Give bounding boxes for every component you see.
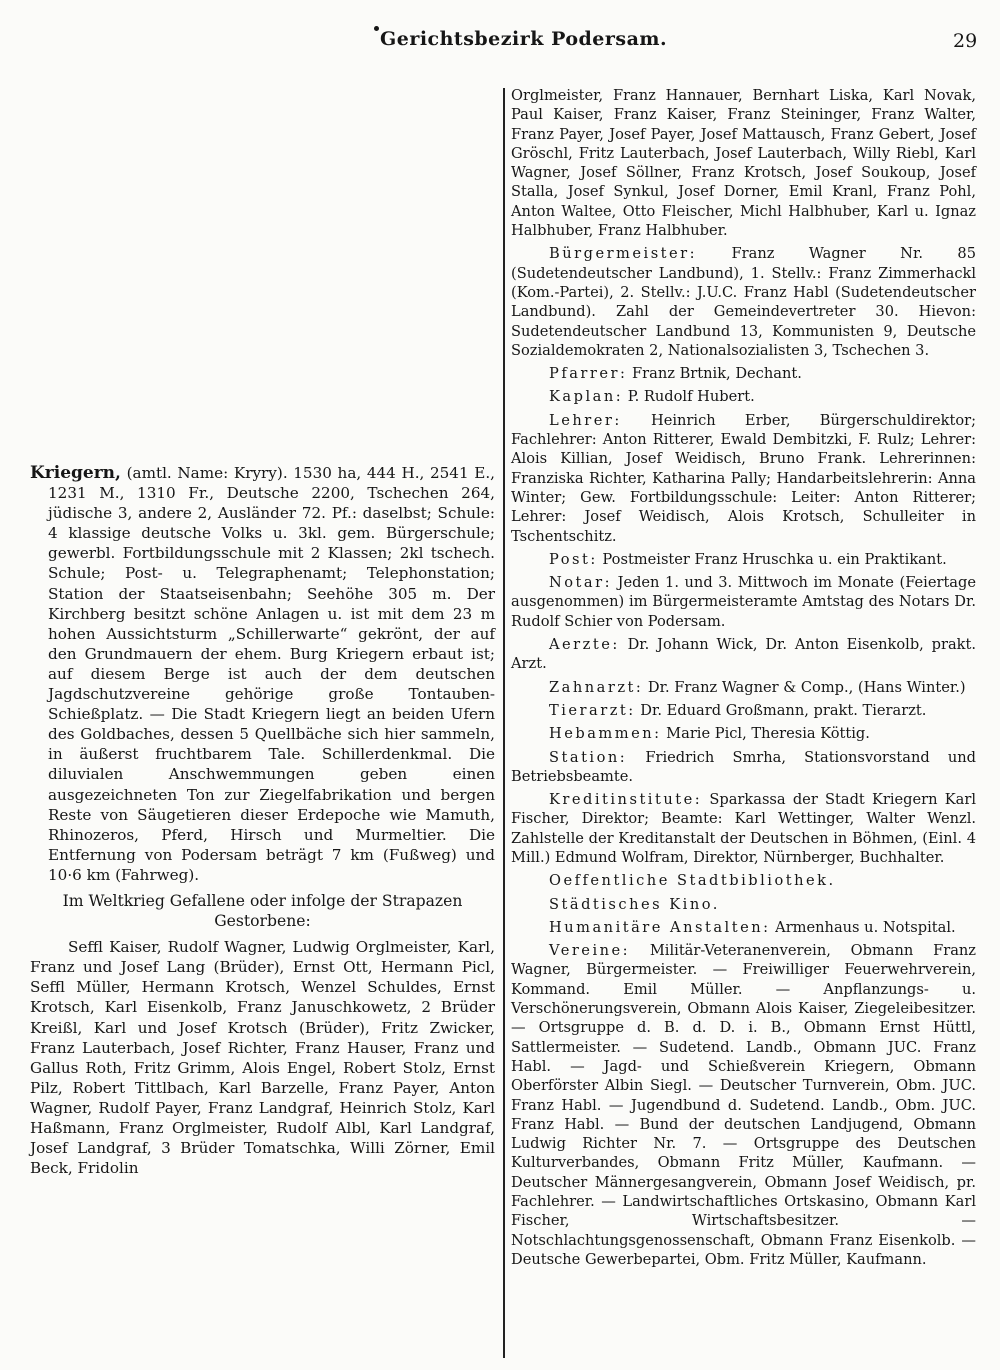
directory-entry [511,411,976,546]
continued-names: Orglmeister, Franz Hannauer, Bernhart Liska, Karl Novak, Paul Kaiser, Franz Kaiser, Franz Steininger, Franz Walter, Franz Payer, Josef Payer, Josef Mattausch, Franz Gebert, Josef Gröschl, Fritz Lauterbach, Josef Lauterbach, Willy Riebl, Karl Wagner, Josef Söllner, Franz Krotsch, Josef Soukoup, Josef Stalla, Josef Synkul, Josef Dorner, Emil Kranl, Franz Pohl, Anton Waltee, Otto Fleischer, Michl Halbhuber, Karl u. Ignaz Halbhuber, Franz Halbhuber. [511,87,976,240]
directory-entry [511,790,976,867]
directory-entry [511,387,976,406]
entry-value: Dr. Eduard Großmann, prakt. Tierarzt. [635,701,927,719]
entry-label: Tierarzt: [549,701,636,719]
entry-value: P. Rudolf Hubert. [623,388,755,406]
directory-entry [511,918,976,937]
entry-label: Hebammen: [549,725,662,743]
entry-label: Post: [549,550,598,568]
directory-entry [511,871,976,890]
directory-entry [511,941,976,1269]
entry-value: Marie Picl, Theresia Köttig. [661,725,870,743]
page-number: 29 [953,30,978,52]
directory-entry [511,895,976,914]
column-divider [503,88,505,1358]
directory-entry [511,573,976,631]
entry-label: Oeffentliche Stadtbibliothek. [549,872,836,890]
entry-label: Zahnarzt: [549,678,644,696]
entry-label: Städtisches Kino. [549,895,720,913]
entry-value: Heinrich Erber, Bürgerschuldirektor; Fachlehrer: Anton Ritterer, Ewald Dembitzki, F. Rulz; Lehrer: Alois Killian, Josef Weidisch, Bruno Frank. Lehrerinnen: Franziska Richter, Katharina Pally; Handarbeitslehrerin: Anna Winter; Gew. Fortbildungsschule: Leiter: Anton Ritterer; Lehrer: Josef Weidisch, Alois Krotsch, Schulleiter in Tschentschitz. [511,411,976,545]
entry-label: Humanitäre Anstalten: [549,918,771,936]
directory-entries [511,244,976,1269]
directory-entry [511,678,976,697]
entry-label: Lehrer: [549,411,622,429]
entry-label: Notar: [549,574,613,592]
directory-entry [511,550,976,569]
directory-entry [511,364,976,383]
directory-entry [511,244,976,360]
entry-name: Kriegern, [30,463,121,483]
entry-value: Militär-Veteranenverein, Obmann Franz Wagner, Bürgermeister. — Freiwilliger Feuerwehrverein, Kommand. Emil Müller. — Anpflanzungs- u. Verschönerungsverein, Obmann Alois Kaiser, Ziegeleibesitzer. — Ortsgruppe d. B. d. D. i. B., Obmann Ernst Hüttl, Sattlermeister. — Sudetend. Landb., Obmann JUC. Franz Habl. — Jagd- und Schießverein Kriegern, Obmann Oberförster Albin Siegl. — Deutscher Turnverein, Obm. JUC. Franz Habl. — Jugendbund d. Sudetend. Landb., Obm. JUC. Franz Habl. — Bund der deutschen Landjugend, Obmann Ludwig Richter Nr. 7. — Ortsgruppe des Deutschen Kulturverbandes, Obmann Fritz Müller, Kaufmann. — Deutscher Männergesangverein, Obmann Josef Weidisch, pr. Fachlehrer. — Landwirtschaftliches Ortskasino, Obmann Karl Fischer, Wirtschaftsbesitzer. — Notschlachtungsgenossenschaft, Obmann Franz Eisenkolb. — Deutsche Gewerbepartei, Obm. Fritz Müller, Kaufmann. [511,942,976,1268]
entry-label: Station: [549,748,628,766]
entry-label: Kaplan: [549,388,624,406]
directory-entry [511,701,976,720]
entry-value: Franz Brtnik, Dechant. [627,365,802,383]
entry-text: (amtl. Name: Kryry). 1530 ha, 444 H., 2541 E., 1231 M., 1310 Fr., Deutsche 2200, Tschechen 264, jüdische 3, andere 2, Ausländer 72. Pf.: daselbst; Schule: 4 klassige deutsche Volks u. 3kl. gem. Bürgerschule; gewerbl. Fortbildungsschule mit 2 Klassen; 2kl tschech. Schule; Post- u. Telegraphenamt; Telephonstation; Station der Staatseisenbahn; Seehöhe 305 m. Der Kirchberg besitzt schöne Anlagen u. ist mit dem 23 m hohen Aussichtsturm „Schillerwarte“ gekrönt, der auf den Grundmauern der ehem. Burg Kriegern erbaut ist; auf diesem Berge ist auch der dem deutschen Jagdschutzvereine gehörige große Tontauben-Schießplatz. — Die Stadt Kriegern liegt an beiden Ufern des Goldbaches, dessen 5 Quellbäche sich hier sammeln, in äußerst fruchtbarem Tale. Schillerdenkmal. Die diluvialen Anschwemmungen geben einen ausgezeichneten Ton zur Ziegelfabrikation und bergen Reste von Säugetieren dieser Erdepoche wie Mamuth, Rhinozeros, Pferd, Hirsch und Murmeltier. Die Entfernung von Podersam beträgt 7 km (Fußweg) und 10·6 km (Fahrweg). [48,464,495,884]
bullet-mark [374,26,379,31]
entry-value: Friedrich Smrha, Stationsvorstand und Betriebsbeamte. [511,748,976,785]
directory-entry [511,748,976,787]
entry-value: Dr. Franz Wagner & Comp., (Hans Winter.) [643,678,966,696]
running-header: Gerichtsbezirk Podersam. [380,28,668,50]
fallen-names: Seffl Kaiser, Rudolf Wagner, Ludwig Orglmeister, Karl, Franz und Josef Lang (Brüder), Ernst Ott, Hermann Picl, Seffl Müller, Hermann Krotsch, Wenzel Schuldes, Ernst Krotsch, Karl Eisenkolb, Franz Januschkowetz, 2 Brüder Kreißl, Karl und Josef Krotsch (Brüder), Fritz Zwicker, Franz Lauterbach, Josef Richter, Franz Hauser, Franz und Gallus Roth, Fritz Grimm, Alois Engel, Robert Stolz, Ernst Pilz, Robert Tittlbach, Karl Barzelle, Franz Payer, Anton Wagner, Rudolf Payer, Franz Landgraf, Heinrich Stolz, Karl Haßmann, Franz Orglmeister, Rudolf Albl, Karl Landgraf, Josef Landgraf, 3 Brüder Tomatschka, Willi Zörner, Emil Beck, Fridolin [30,938,495,1178]
entry-kriegern [30,463,495,885]
left-column [30,463,495,1178]
entry-label: Aerzte: [549,636,620,654]
entry-value: Jeden 1. und 3. Mittwoch im Monate (Feiertage ausgenommen) im Bürgermeisteramte Amtstag des Notars Dr. Rudolf Schier von Podersam. [511,574,976,630]
right-column [511,86,976,1269]
entry-label: Kreditinstitute: [549,791,703,809]
directory-entry [511,724,976,743]
entry-label: Bürgermeister: [549,245,698,263]
entry-value: Armenhaus u. Notspital. [770,918,956,936]
entry-value: Sparkassa der Stadt Kriegern Karl Fischer, Direktor; Beamte: Karl Wettinger, Walter Wenzl. Zahlstelle der Kreditanstalt der Deutschen in Böhmen, (Einl. 4 Mill.) Edmund Wolfram, Direktor, Nürnberger, Buchhalter. [511,791,976,866]
entry-value: Dr. Johann Wick, Dr. Anton Eisenkolb, prakt. Arzt. [511,636,976,673]
entry-label: Vereine: [549,942,631,960]
directory-entry [511,635,976,674]
entry-value: Postmeister Franz Hruschka u. ein Praktikant. [597,550,947,568]
entry-label: Pfarrer: [549,365,628,383]
section-title: Im Weltkrieg Gefallene oder infolge der Strapazen Gestorbene: [62,891,463,931]
entry-value: Franz Wagner Nr. 85 (Sudetendeutscher Landbund), 1. Stellv.: Franz Zimmerhackl (Kom.-Partei), 2. Stellv.: J.U.C. Franz Habl (Sudetendeutscher Landbund). Zahl der Gemeindevertreter 30. Hievon: Sudetendeutscher Landbund 13, Kommunisten 9, Deutsche Sozialdemokraten 2, Nationalsozialisten 3, Tschechen 3. [511,245,976,359]
